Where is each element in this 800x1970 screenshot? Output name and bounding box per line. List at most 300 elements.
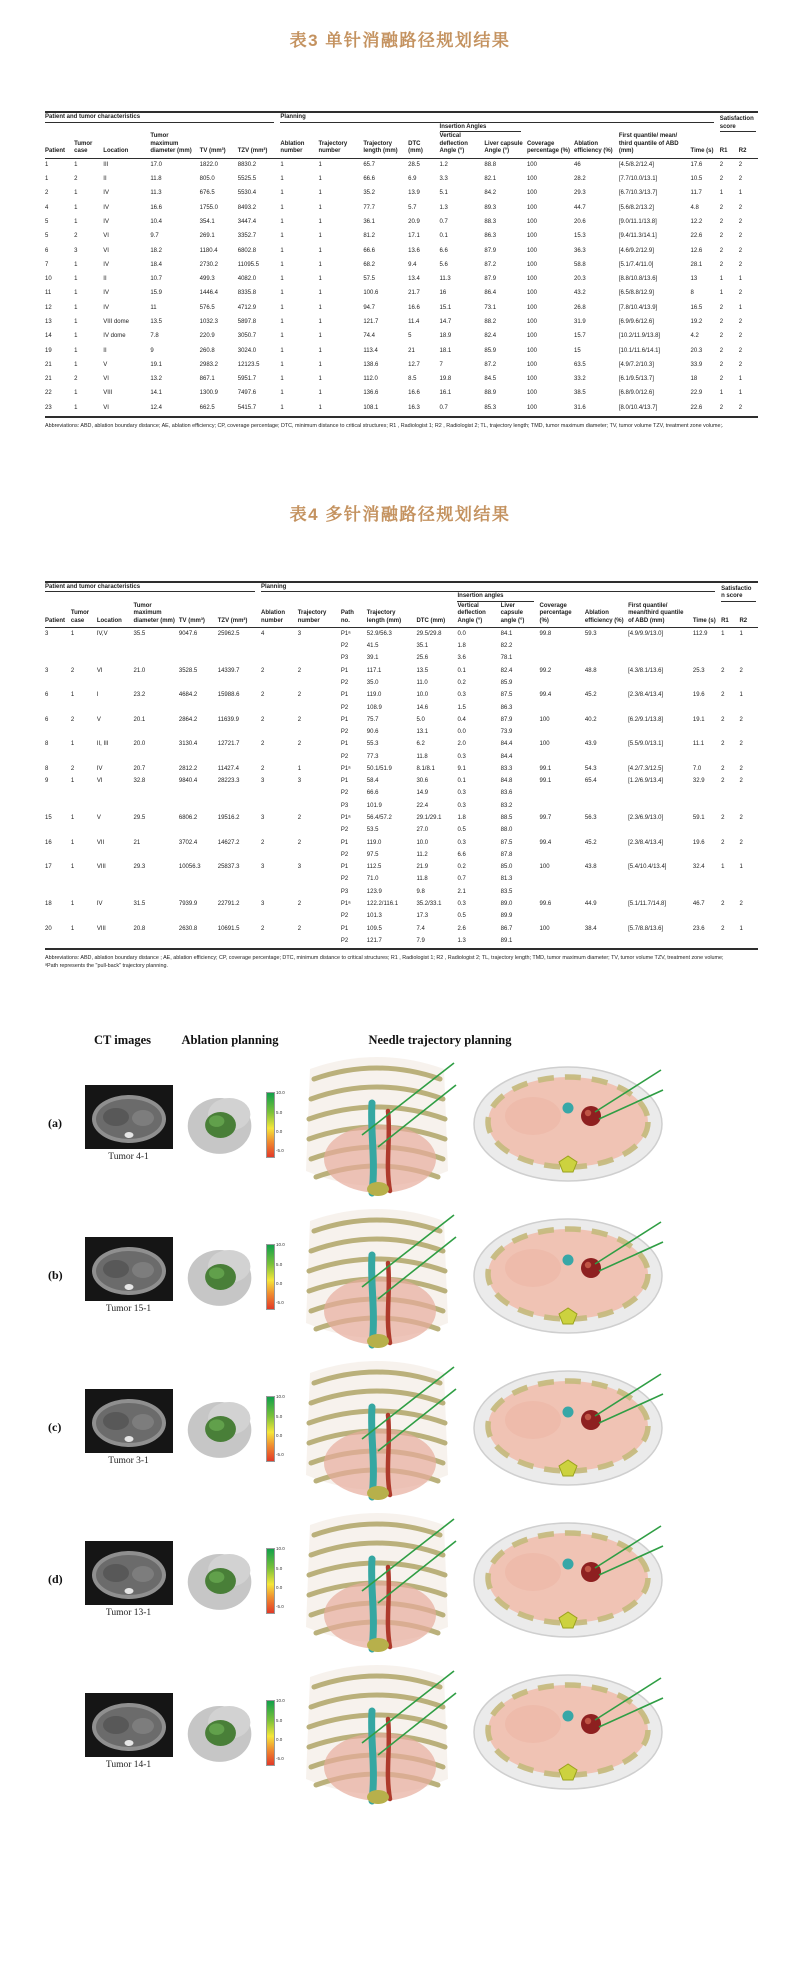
- cell: 1: [739, 864, 743, 871]
- cell: [45, 678, 71, 690]
- cell: 2: [260, 765, 265, 772]
- cell: 4: [260, 630, 265, 637]
- ct-cell: [76, 1085, 181, 1162]
- cell: 9047.6: [178, 630, 198, 637]
- column-header: R2: [739, 132, 758, 158]
- column-header: Coverage percentage (%): [540, 602, 585, 628]
- cell: 35.0: [366, 679, 379, 686]
- cell: 100: [526, 247, 537, 254]
- cell: 1: [280, 290, 284, 297]
- cell: 99.7: [539, 815, 552, 822]
- cell: 8.5: [408, 376, 417, 383]
- cell: 100: [526, 190, 537, 197]
- cell: 2812.2: [178, 765, 198, 772]
- cell: 3: [260, 901, 265, 908]
- cell: 38.5: [574, 390, 586, 397]
- cell: 100: [526, 390, 537, 397]
- cell: 87.8: [500, 851, 513, 858]
- cell: 8830.2: [237, 161, 257, 168]
- cell: 0.3: [457, 790, 466, 797]
- cell: 12123.5: [237, 361, 260, 368]
- cell: [739, 702, 758, 714]
- cell: [298, 702, 341, 714]
- cell: 1: [70, 901, 75, 908]
- table-row: [45, 244, 758, 258]
- cell: [71, 641, 97, 653]
- column-header: Trajectory length (mm): [367, 602, 417, 628]
- cell: 1: [70, 630, 75, 637]
- cell: 1: [297, 765, 302, 772]
- cell: [97, 727, 134, 739]
- cell: 100: [526, 276, 537, 283]
- cell: 71.0: [366, 876, 379, 883]
- cell: 100: [539, 741, 550, 748]
- cell: 3.6: [457, 655, 466, 662]
- table-row: [45, 764, 758, 776]
- group-planning: Planning: [280, 112, 719, 123]
- cell: 6.6: [439, 247, 448, 254]
- cell: 3: [297, 630, 302, 637]
- cell: 10056.3: [178, 864, 201, 871]
- cell: 1: [280, 304, 284, 311]
- cell: 269.1: [199, 233, 215, 240]
- cell: [97, 788, 134, 800]
- cell: [693, 653, 721, 665]
- cell: [261, 935, 298, 948]
- cell: 16.6: [408, 390, 420, 397]
- cell: 2: [260, 839, 265, 846]
- cell: 20.3: [574, 276, 586, 283]
- cell: 25962.5: [217, 630, 240, 637]
- cell: 100: [526, 404, 537, 411]
- cell: [71, 751, 97, 763]
- cell: 0.3: [457, 692, 466, 699]
- colorbar-label: 0.0: [275, 1280, 283, 1286]
- cell: [540, 825, 585, 837]
- colorbar: [266, 1547, 291, 1613]
- cell: 8493.2: [237, 204, 257, 211]
- cell: 88.9: [484, 390, 497, 397]
- cell: 8335.8: [237, 290, 257, 297]
- cell: 13.2: [150, 376, 163, 383]
- cell: 7: [439, 361, 443, 368]
- cell: [585, 751, 628, 763]
- table-row: [45, 899, 758, 911]
- cell: 1: [719, 276, 724, 283]
- cell: [585, 850, 628, 862]
- colorbar-label: -5.0: [275, 1755, 284, 1761]
- cell: 3528.5: [178, 667, 198, 674]
- cell: [134, 788, 179, 800]
- cell: 2: [719, 233, 724, 240]
- cell: [739, 788, 758, 800]
- table-row: [45, 714, 758, 726]
- cell: [6.1/9.5/13.7]: [618, 376, 654, 383]
- cell: 10691.5: [217, 925, 240, 932]
- axial-cell: [463, 1672, 800, 1792]
- cell: 6802.8: [237, 247, 257, 254]
- cell: P3: [340, 802, 349, 809]
- table-row: [45, 287, 758, 301]
- cell: 1: [280, 390, 284, 397]
- cell: 0.1: [457, 778, 466, 785]
- cell: [261, 800, 298, 812]
- cell: 123.9: [366, 888, 382, 895]
- cell: 88.3: [484, 219, 497, 226]
- cell: 17: [45, 864, 52, 871]
- cell: [5.1/11.7/14.8]: [628, 901, 666, 908]
- cell: [628, 800, 693, 812]
- cell: 117.1: [366, 667, 382, 674]
- cell: 1: [318, 233, 322, 240]
- cell: 2: [738, 404, 743, 411]
- table-row: [45, 665, 758, 677]
- cell: 108.9: [366, 704, 382, 711]
- cell: [134, 653, 179, 665]
- colorbar-gradient: [266, 1092, 275, 1158]
- cell: P1: [340, 864, 349, 871]
- cell: 1: [738, 190, 743, 197]
- cell: 21: [133, 839, 141, 846]
- cell: 2: [721, 692, 725, 699]
- cell: 1: [318, 219, 322, 226]
- cell: 66.6: [363, 247, 376, 254]
- cell: P1: [340, 716, 349, 723]
- cell: 100: [526, 204, 537, 211]
- cell: 44.9: [584, 901, 597, 908]
- colorbar-label: 5.0: [275, 1717, 283, 1723]
- cell: 1.3: [457, 937, 466, 944]
- table-row: [45, 301, 758, 315]
- ct-image: [85, 1085, 173, 1149]
- cell: 0.0: [457, 630, 466, 637]
- cell: 15: [574, 347, 581, 354]
- cell: 88.0: [500, 827, 513, 834]
- cell: [134, 935, 179, 948]
- cell: 1.8: [457, 643, 466, 650]
- cell: [9.4/11.3/14.1]: [618, 233, 657, 240]
- cell: 1: [45, 161, 49, 168]
- cell: 56.3: [584, 815, 597, 822]
- cell: [721, 800, 739, 812]
- table3-footnote: Abbreviations: ABD, ablation boundary distance; AE, ablation efficiency; CP, coverage percentage; DTC, minimum distance to critical structures; R1 , Radiologist 1; R2 , Radiologist 2; TL, trajectory length; TMD, tumor maximum diameter; TV, tumor volume TZV, treatment zone volume;.: [45, 422, 724, 429]
- cell: 89.9: [500, 913, 513, 920]
- cell: P3: [340, 888, 349, 895]
- cell: 11: [45, 290, 52, 297]
- cell: 35.5: [133, 630, 146, 637]
- cell: 8: [690, 290, 694, 297]
- column-header: Ablation efficiency (%): [585, 602, 628, 628]
- group-planning: Planning: [261, 582, 721, 593]
- cell: P2: [340, 827, 349, 834]
- cell: 12.6: [690, 247, 703, 254]
- cell: [739, 641, 758, 653]
- cell: 0.3: [457, 901, 466, 908]
- cell: [261, 653, 298, 665]
- table-row: [45, 230, 758, 244]
- cell: 36.3: [574, 247, 586, 254]
- cell: 2: [719, 318, 724, 325]
- cell: 99.4: [539, 839, 552, 846]
- cell: [218, 788, 261, 800]
- table-row: [45, 813, 758, 825]
- cell: [179, 751, 218, 763]
- cell: [540, 874, 585, 886]
- cell: 100: [526, 161, 537, 168]
- column-header: DTC (mm): [408, 132, 439, 158]
- table-row: [45, 862, 758, 874]
- cell: [739, 800, 758, 812]
- cell: 30.6: [416, 778, 429, 785]
- cell: 100: [539, 864, 550, 871]
- table-row: [45, 678, 758, 690]
- cell: 1: [318, 361, 322, 368]
- cell: 2: [719, 304, 724, 311]
- column-header: Trajectory number: [298, 602, 341, 628]
- table-row: [45, 273, 758, 287]
- cell: 5: [408, 333, 412, 340]
- cell: [218, 886, 261, 898]
- cell: 38.4: [584, 925, 597, 932]
- cell: 1.8: [457, 815, 466, 822]
- cell: 11.2: [416, 851, 428, 858]
- cell: 2: [297, 815, 302, 822]
- cell: [540, 850, 585, 862]
- figure-row: [0, 1200, 800, 1352]
- cell: 85.9: [500, 679, 513, 686]
- cell: 22.9: [690, 390, 703, 397]
- cell: 11: [150, 304, 157, 311]
- cell: 17.0: [150, 161, 163, 168]
- cell: 3: [45, 630, 49, 637]
- cell: 88.5: [500, 815, 513, 822]
- cell: P1: [340, 778, 349, 785]
- cell: 89.0: [500, 901, 513, 908]
- ct-caption: Tumor 4-1: [108, 1152, 149, 1162]
- cell: 15.7: [574, 333, 586, 340]
- cell: 75.7: [366, 716, 379, 723]
- cell: 20.8: [133, 925, 146, 932]
- cell: 136.6: [363, 390, 379, 397]
- cell: [134, 874, 179, 886]
- cell: 3352.7: [237, 233, 257, 240]
- column-header: First quantile/ mean/ third quantile of ABD (mm): [619, 132, 691, 158]
- cell: 19.6: [692, 692, 705, 699]
- cell: VIII: [103, 390, 113, 397]
- cell: 2: [721, 716, 725, 723]
- cell: 46: [574, 161, 581, 168]
- group-insertion-angles: Insertion angles: [457, 592, 539, 602]
- cell: [134, 751, 179, 763]
- cell: 1032.3: [199, 318, 219, 325]
- cell: [628, 850, 693, 862]
- table-row: [45, 739, 758, 751]
- cell: 97.5: [366, 851, 379, 858]
- cell: 4: [45, 204, 49, 211]
- ablation-render: [181, 1388, 262, 1468]
- cell: 10.0: [416, 839, 429, 846]
- figure-row: [0, 1656, 800, 1808]
- cell: [97, 702, 134, 714]
- cell: 3: [297, 864, 302, 871]
- cell: 3050.7: [237, 333, 257, 340]
- table-row: [45, 751, 758, 763]
- table-row: [45, 358, 758, 372]
- cell: 22791.2: [217, 901, 240, 908]
- cell: P1ᵃ: [340, 630, 351, 637]
- cell: [5.4/10.4/13.4]: [628, 864, 667, 871]
- cell: 0.3: [457, 802, 466, 809]
- table-row: [45, 874, 758, 886]
- cell: 121.7: [366, 937, 382, 944]
- cell: 112.9: [692, 630, 708, 637]
- cell: 66.6: [366, 790, 379, 797]
- cell: [218, 874, 261, 886]
- table4: [45, 581, 758, 950]
- cell: 1755.0: [199, 204, 219, 211]
- cell: 2: [297, 741, 302, 748]
- cell: [298, 788, 341, 800]
- table-row: [45, 800, 758, 812]
- cell: [179, 653, 218, 665]
- cell: II: [103, 276, 107, 283]
- cell: [693, 727, 721, 739]
- group-satisfaction: Satisfaction score: [721, 582, 758, 602]
- cell: 19: [45, 347, 52, 354]
- cell: 36.1: [363, 219, 376, 226]
- cell: 2: [738, 290, 743, 297]
- cell: 0.3: [457, 753, 466, 760]
- cell: 2: [260, 692, 265, 699]
- cell: 2: [721, 741, 725, 748]
- cell: 86.7: [500, 925, 513, 932]
- cell: P1ᵃ: [340, 815, 351, 822]
- cell: 73.1: [484, 304, 497, 311]
- cell: 0.2: [457, 679, 466, 686]
- cell: 3: [74, 247, 78, 254]
- table-row: [45, 911, 758, 923]
- cell: 1: [74, 204, 78, 211]
- cell: [5.5/9.0/13.1]: [628, 741, 664, 748]
- cell: 5.6: [439, 261, 448, 268]
- cell: 19.6: [692, 839, 705, 846]
- cell: 100: [526, 219, 537, 226]
- cell: 43.9: [584, 741, 597, 748]
- cell: 1: [280, 276, 284, 283]
- cell: [218, 641, 261, 653]
- cell: 65.4: [584, 778, 597, 785]
- cell: 77.3: [366, 753, 379, 760]
- cell: 9.4: [408, 261, 417, 268]
- column-header: R1: [720, 132, 739, 158]
- cell: 1: [74, 290, 78, 297]
- figure-rows: [0, 1048, 800, 1808]
- colorbar: [266, 1243, 291, 1309]
- cell: 3130.4: [178, 741, 198, 748]
- cell: [261, 727, 298, 739]
- cell: I: [96, 692, 99, 699]
- cell: 1: [74, 390, 78, 397]
- cell: 5: [45, 233, 49, 240]
- cell: VII: [96, 839, 105, 846]
- cell: 23: [45, 404, 52, 411]
- cell: 99.4: [539, 692, 552, 699]
- cell: 1: [739, 925, 743, 932]
- cell: 5530.4: [237, 190, 257, 197]
- colorbar-label: 10.0: [275, 1697, 285, 1703]
- cell: 11639.9: [217, 716, 239, 723]
- cell: 1: [70, 741, 75, 748]
- cell: 45.2: [584, 839, 597, 846]
- cell: 0.5: [457, 913, 466, 920]
- cell: [97, 874, 134, 886]
- cell: [540, 641, 585, 653]
- cell: 1: [280, 176, 284, 183]
- cell: VIII dome: [103, 318, 129, 325]
- cell: 100.6: [363, 290, 379, 297]
- cell: 10.5: [690, 176, 703, 183]
- cell: [97, 641, 134, 653]
- cell: 1: [70, 925, 75, 932]
- cell: [134, 800, 179, 812]
- ablation-cell: [181, 1236, 291, 1316]
- cell: VI: [96, 667, 103, 674]
- cell: 68.2: [363, 261, 376, 268]
- cell: P2: [340, 729, 349, 736]
- axial-cell: [463, 1520, 800, 1640]
- cell: [5.6/8.2/13.2]: [618, 204, 654, 211]
- cell: [6.8/9.0/12.6]: [618, 390, 654, 397]
- cell: [179, 911, 218, 923]
- table3-wrap: [45, 111, 758, 418]
- cell: 19.2: [690, 318, 703, 325]
- cell: [218, 825, 261, 837]
- cell: 100: [526, 176, 537, 183]
- cell: [45, 935, 71, 948]
- cell: 44.7: [574, 204, 586, 211]
- cell: [97, 653, 134, 665]
- cell: 1: [318, 390, 322, 397]
- cell: 6.9: [408, 176, 417, 183]
- cell: 108.1: [363, 404, 379, 411]
- cell: 85.3: [484, 404, 497, 411]
- cell: 31.9: [574, 318, 586, 325]
- cell: 13.4: [408, 276, 420, 283]
- cell: 32.4: [692, 864, 705, 871]
- cell: 11095.5: [237, 261, 259, 268]
- cell: 32.8: [133, 778, 146, 785]
- cell: 14.6: [416, 704, 429, 711]
- cell: 100: [526, 233, 537, 240]
- cell: 3447.4: [237, 219, 257, 226]
- cell: 1: [70, 692, 75, 699]
- cell: 13.6: [408, 247, 420, 254]
- cell: 2: [721, 925, 725, 932]
- cell: 121.7: [363, 318, 379, 325]
- colorbar-label: -5.0: [275, 1299, 284, 1305]
- cell: 3.3: [439, 176, 448, 183]
- cell: [4.3/8.1/13.6]: [628, 667, 664, 674]
- cell: 3: [297, 778, 302, 785]
- cell: 16.3: [408, 404, 420, 411]
- group-patient-tumor: Patient and tumor characteristics: [45, 582, 261, 593]
- cell: P1ᵃ: [340, 901, 351, 908]
- cell: 18.2: [150, 247, 163, 254]
- cell: 2: [719, 333, 724, 340]
- cell: 5415.7: [237, 404, 257, 411]
- cell: [721, 935, 739, 948]
- cell: 94.7: [363, 304, 376, 311]
